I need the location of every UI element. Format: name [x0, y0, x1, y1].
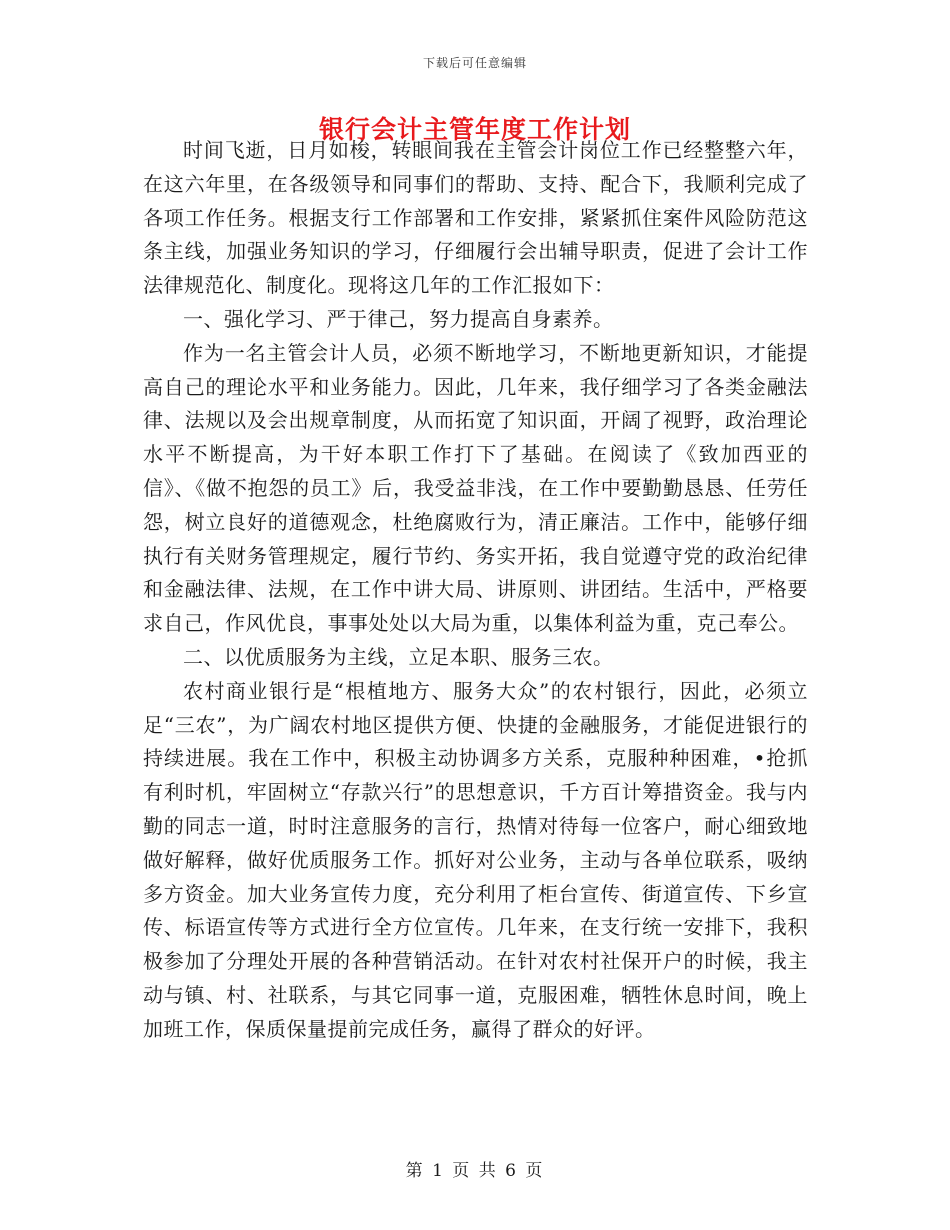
footer-total-prefix: 共	[478, 1161, 498, 1181]
header-note: 下载后可任意编辑	[422, 56, 527, 70]
section-heading-2: 二、以优质服务为主线，立足本职、服务三农。	[183, 644, 614, 669]
paragraph-intro: 时间飞逝，日月如梭，转眼间我在主管会计岗位工作已经整整六年，在这六年里，在各级领导和同事们的帮助、支持、配合下，我顺利完成了各项工作任务。根据支行工作部署和工作安排，紧紧抓住案件风险防范这条主线，加强业务知识的学习，仔细履行会出辅导职责，促进了会计工作法律规范化、制度化。现将这几年的工作汇报如下：	[143, 138, 808, 298]
document-title: 银行会计主管年度工作计划	[318, 115, 631, 144]
page-footer	[0, 1156, 950, 1181]
footer-page-unit: 页	[452, 1161, 472, 1181]
section-heading-1: 一、强化学习、严于律己，努力提高自身素养。	[183, 306, 614, 331]
paragraph-section-2: 农村商业银行是“根植地方、服务大众”的农村银行，因此，必须立足“三农”，为广阔农村地区提供方便、快捷的金融服务，才能促进银行的持续进展。我在工作中，积极主动协调多方关系，克服种种困难，•抢抓有利时机，牢固树立“存款兴行”的思想意识，千方百计筹措资金。我与内勤的同志一道，时时注意服务的言行，热情对待每一位客户，耐心细致地做好解释，做好优质服务工作。抓好对公业务，主动与各单位联系，吸纳多方资金。加大业务宣传力度，充分利用了柜台宣传、街道宣传、下乡宣传、标语宣传等方式进行全方位宣传。几年来，在支行统一安排下，我积极参加了分理处开展的各种营销活动。在针对农村社保开户的时候，我主动与镇、村、社联系，与其它同事一道，克服困难，牺牲休息时间，晚上加班工作，保质保量提前完成任务，赢得了群众的好评。	[143, 678, 808, 1041]
footer-prefix: 第	[405, 1161, 425, 1181]
footer-total-pages: 6	[505, 1161, 518, 1181]
document-body	[143, 134, 808, 1047]
footer-page-number: 1	[432, 1161, 445, 1181]
footer-total-unit: 页	[525, 1161, 545, 1181]
paragraph-section-1: 作为一名主管会计人员，必须不断地学习，不断地更新知识，才能提高自己的理论水平和业务能力。因此，几年来，我仔细学习了各类金融法律、法规以及会出规章制度，从而拓宽了知识面，开阔了视野，政治理论水平不断提高，为干好本职工作打下了基础。在阅读了《致加西亚的信》、《做不抱怨的员工》后，我受益非浅，在工作中要勤勤恳恳、任劳任怨，树立良好的道德观念，杜绝腐败行为，清正廉洁。工作中，能够仔细执行有关财务管理规定，履行节约、务实开拓，我自觉遵守党的政治纪律和金融法律、法规，在工作中讲大局、讲原则、讲团结。生活中，严格要求自己，作风优良，事事处处以大局为重，以集体利益为重，克己奉公。	[143, 340, 808, 636]
